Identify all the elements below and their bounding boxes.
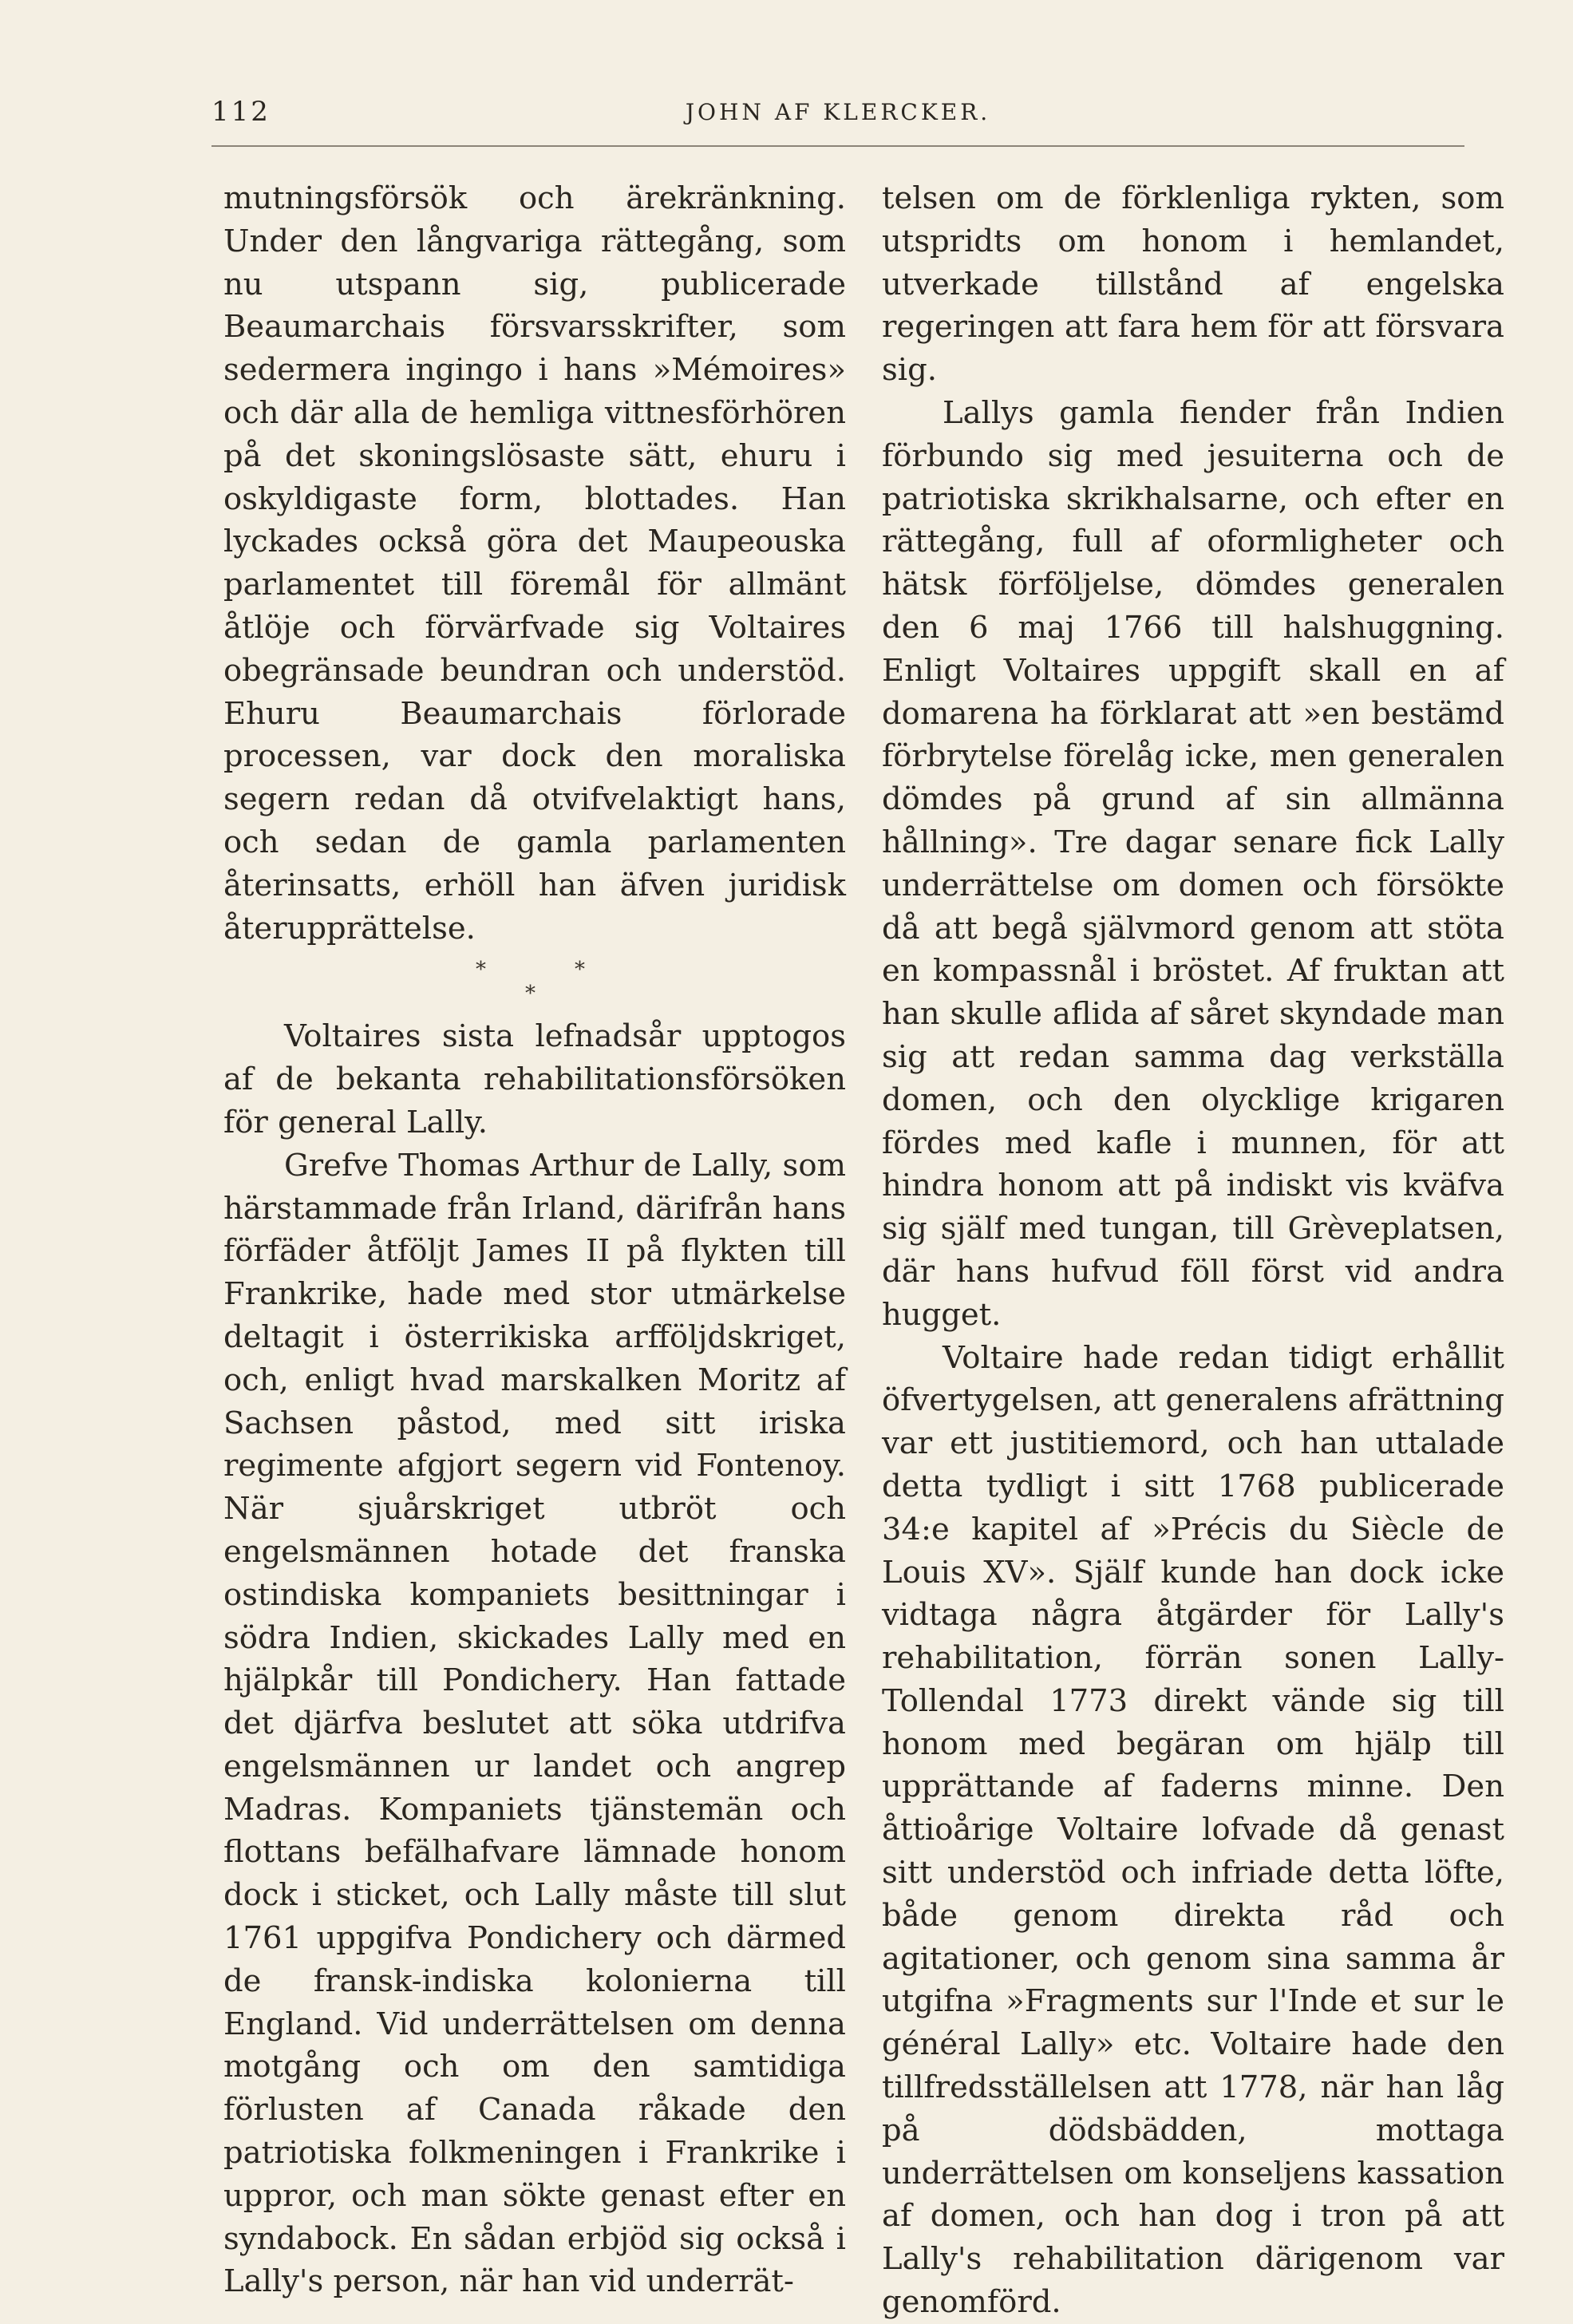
paragraph: telsen om de förklenliga rykten, som utspridts om honom i hemlandet, utverkade tillstånd af engelska regeringen att fara hem för att försvara sig. bbox=[882, 180, 1504, 389]
paragraph: mutningsförsök och ärekränkning. Under den långvariga rättegång, som nu utspann sig, publicerade Beaumarchais försvarsskrifter, som sedermera ingingo i hans »Mémoires» och där alla de hemliga vittnesförhören på det skoningslösaste sätt, ehuru i oskyldigaste form, blottades. Han lyckades också göra det Maupeouska parlamentet till föremål för allmänt åtlöje och förvärfvade sig Voltaires obegränsade beundran och understöd. Ehuru Beaumarchais förlorade processen, var dock den moraliska segern redan då otvifvelaktigt hans, och sedan de gamla parlamenten återinsatts, erhöll han äfven juridisk återupprättelse. bbox=[223, 180, 846, 947]
header-rule bbox=[211, 145, 1464, 147]
paragraph: Lallys gamla fiender från Indien förbundo sig med jesuiterna och de patriotiska skrikhalsarne, och efter en rättegång, full af oformligheter och hätsk förföljelse, dömdes generalen den 6 maj 1766 till halshuggning. Enligt Voltaires uppgift skall en af domarena ha förklarat att »en bestämd förbrytelse förelåg icke, men generalen dömdes på grund af sin allmänna hållning». Tre dagar senare fick Lally underrättelse om domen och försökte då att begå självmord genom att stöta en kompassnål i bröstet. Af fruktan att han skulle aflida af såret skyndade man sig att redan samma dag verkställa domen, och den olycklige krigaren fördes med kafle i munnen, för att hindra honom att på indiskt vis kväfva sig själf med tungan, till Grèveplatsen, där hans hufvud föll först vid andra hugget. bbox=[882, 394, 1504, 1333]
asterisk-ornament: * bbox=[575, 958, 585, 982]
asterisk-ornament: * bbox=[476, 958, 486, 982]
running-head: JOHN AF KLERCKER. bbox=[685, 99, 991, 125]
asterisk-ornament: * bbox=[525, 982, 536, 1006]
page-header bbox=[211, 96, 1464, 144]
section-separator bbox=[223, 956, 846, 1004]
left-column bbox=[223, 177, 846, 2303]
paragraph: Voltaires sista lefnadsår upptogos af de bekanta rehabilitationsförsöken för general Lally. bbox=[223, 1018, 846, 1140]
right-column bbox=[882, 177, 1504, 2324]
page-number: 112 bbox=[211, 96, 271, 128]
paragraph: Grefve Thomas Arthur de Lally, som härstammade från Irland, därifrån hans förfäder åtföljt James II på flykten till Frankrike, hade med stor utmärkelse deltagit i österrikiska arfföljdskriget, och, enligt hvad marskalken Moritz af Sachsen påstod, med sitt iriska regimente afgjort segern vid Fontenoy. När sjuårskriget utbröt och engelsmännen hotade det franska ostindiska kompaniets besittningar i södra Indien, skickades Lally med en hjälpkår till Pondichery. Han fattade det djärfva beslutet att söka utdrifva engelsmännen ur landet och angrep Madras. Kompaniets tjänstemän och flottans befälhafvare lämnade honom dock i sticket, och Lally måste till slut 1761 uppgifva Pondichery och därmed de fransk-indiska kolonierna till England. Vid underrättelsen om denna motgång och om den samtidiga förlusten af Canada råkade den patriotiska folkmeningen i Frankrike i uppror, och man sökte genast efter en syndabock. En sådan erbjöd sig också i Lally's person, när han vid underrät- bbox=[223, 1147, 846, 2300]
paragraph: Voltaire hade redan tidigt erhållit öfvertygelsen, att generalens afrättning var ett justitiemord, och han uttalade detta tydligt i sitt 1768 publicerade 34:e kapitel af »Précis du Siècle de Louis XV». Själf kunde han dock icke vidtaga några åtgärder för Lally's rehabilitation, förrän sonen Lally-Tollendal 1773 direkt vände sig till honom med begäran om hjälp till upprättande af faderns minne. Den åttioårige Voltaire lofvade då genast sitt understöd och infriade detta löfte, både genom direkta råd och agitationer, och genom sina samma år utgifna »Fragments sur l'Inde et sur le général Lally» etc. Voltaire hade den tillfredsställelsen att 1778, när han låg på dödsbädden, mottaga underrättelsen om konseljens kassation af domen, och han dog i tron på att Lally's rehabilitation därigenom var genomförd. bbox=[882, 1339, 1504, 2321]
